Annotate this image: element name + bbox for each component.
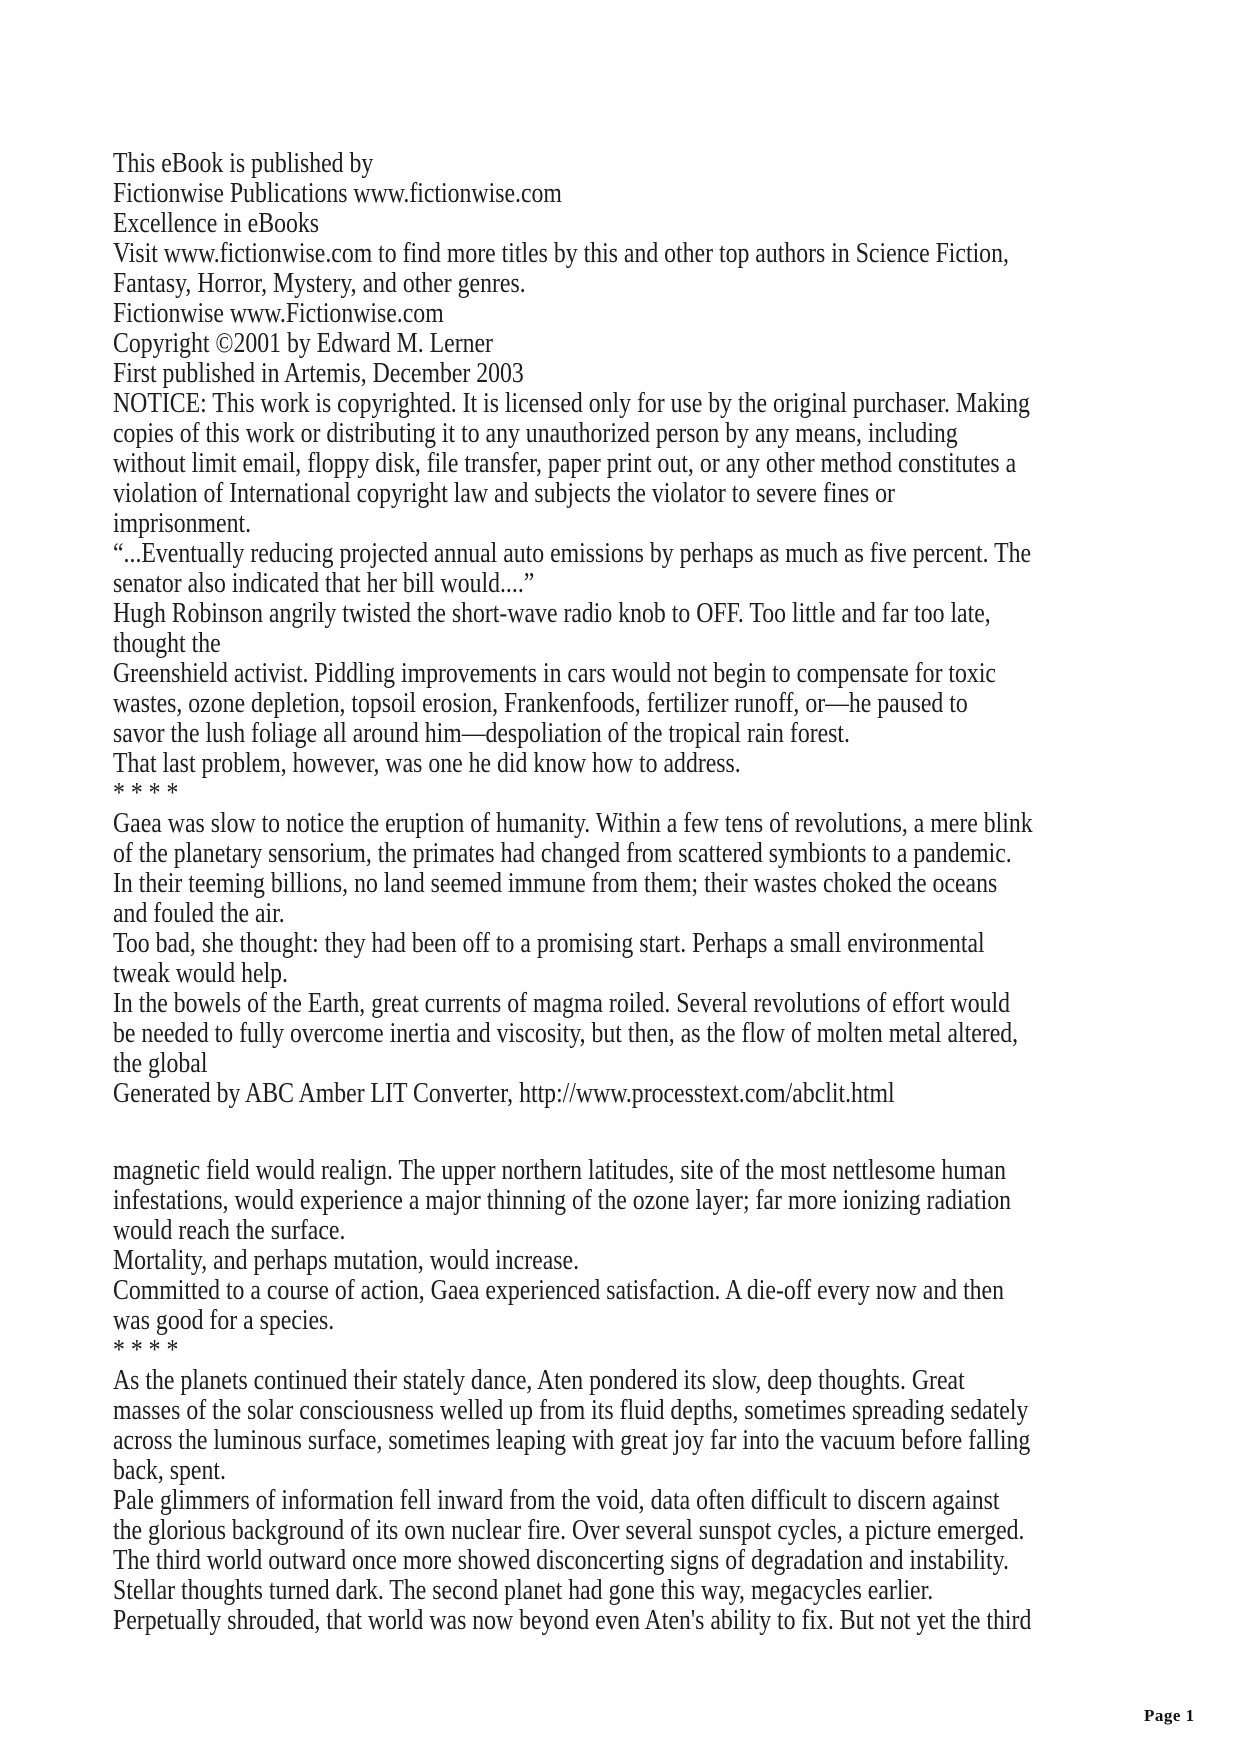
page-break-gap <box>113 1108 1146 1155</box>
text-line: would reach the surface. <box>113 1214 346 1246</box>
text-line: First published in Artemis, December 2003 <box>113 357 524 389</box>
text-line: * * * * <box>113 1334 179 1366</box>
text-line: Hugh Robinson angrily twisted the short-wave radio knob to OFF. Too little and far too late, <box>113 597 991 629</box>
text-line: That last problem, however, was one he did know how to address. <box>113 747 741 779</box>
text-line: senator also indicated that her bill would....” <box>113 567 535 599</box>
page-number: Page 1 <box>1144 1706 1195 1725</box>
text-line: This eBook is published by <box>113 147 374 179</box>
text-line: Greenshield activist. Piddling improvements in cars would not begin to compensate for toxic <box>113 657 996 689</box>
text-line: As the planets continued their stately dance, Aten pondered its slow, deep thoughts. Great <box>113 1364 965 1396</box>
text-line: savor the lush foliage all around him—despoliation of the tropical rain forest. <box>113 717 850 749</box>
text-line: Stellar thoughts turned dark. The second planet had gone this way, megacycles earlier. <box>113 1574 934 1606</box>
text-line: Committed to a course of action, Gaea experienced satisfaction. A die-off every now and then <box>113 1274 1005 1306</box>
text-line: masses of the solar consciousness welled up from its fluid depths, sometimes spreading sedately <box>113 1394 1029 1426</box>
text-line: “...Eventually reducing projected annual auto emissions by perhaps as much as five percent. The <box>113 537 1032 569</box>
text-block-continuation <box>113 1155 1146 1635</box>
text-line: The third world outward once more showed disconcerting signs of degradation and instability. <box>113 1544 1009 1576</box>
text-line: In their teeming billions, no land seemed immune from them; their wastes choked the oceans <box>113 867 998 899</box>
text-line: * * * * <box>113 777 179 809</box>
text-line: Generated by ABC Amber LIT Converter, http://www.processtext.com/abclit.html <box>113 1077 895 1109</box>
text-line: Copyright ©2001 by Edward M. Lerner <box>113 327 493 359</box>
text-line: across the luminous surface, sometimes leaping with great joy far into the vacuum before falling <box>113 1424 1031 1456</box>
text-line: Gaea was slow to notice the eruption of humanity. Within a few tens of revolutions, a mere blink <box>113 807 1033 839</box>
text-line: wastes, ozone depletion, topsoil erosion, Frankenfoods, fertilizer runoff, or—he paused to <box>113 687 968 719</box>
text-line: be needed to fully overcome inertia and viscosity, but then, as the flow of molten metal altered, <box>113 1017 1019 1049</box>
text-line: violation of International copyright law and subjects the violator to severe fines or <box>113 477 895 509</box>
text-line: Visit www.fictionwise.com to find more titles by this and other top authors in Science Fiction, <box>113 237 1009 269</box>
text-line: Fictionwise Publications www.fictionwise.com <box>113 177 562 209</box>
text-line: Fictionwise www.Fictionwise.com <box>113 297 444 329</box>
text-line: infestations, would experience a major thinning of the ozone layer; far more ionizing radiation <box>113 1184 1012 1216</box>
text-line: Pale glimmers of information fell inward from the void, data often difficult to discern against <box>113 1484 1000 1516</box>
text-line: without limit email, floppy disk, file transfer, paper print out, or any other method constitutes a <box>113 447 1017 479</box>
text-line: Fantasy, Horror, Mystery, and other genres. <box>113 267 526 299</box>
text-line: the global <box>113 1047 208 1079</box>
text-line: Perpetually shrouded, that world was now beyond even Aten's ability to fix. But not yet the third <box>113 1604 1032 1636</box>
text-line: was good for a species. <box>113 1304 335 1336</box>
text-block-front-matter <box>113 148 1146 1108</box>
text-line: NOTICE: This work is copyrighted. It is licensed only for use by the original purchaser. Making <box>113 387 1030 419</box>
text-line: magnetic field would realign. The upper northern latitudes, site of the most nettlesome human <box>113 1154 1007 1186</box>
text-line: and fouled the air. <box>113 897 285 929</box>
text-line: back, spent. <box>113 1454 226 1486</box>
text-line: imprisonment. <box>113 507 252 539</box>
text-line: Excellence in eBooks <box>113 207 320 239</box>
text-line: of the planetary sensorium, the primates had changed from scattered symbionts to a pandemic. <box>113 837 1012 869</box>
text-line: copies of this work or distributing it to any unauthorized person by any means, including <box>113 417 958 449</box>
text-line: Too bad, she thought: they had been off to a promising start. Perhaps a small environmental <box>113 927 985 959</box>
text-line: thought the <box>113 627 221 659</box>
text-line: the glorious background of its own nuclear fire. Over several sunspot cycles, a picture emerged. <box>113 1514 1025 1546</box>
page-text-column <box>113 148 1146 1635</box>
text-line: tweak would help. <box>113 957 289 989</box>
text-line: In the bowels of the Earth, great currents of magma roiled. Several revolutions of effort would <box>113 987 1010 1019</box>
text-line: Mortality, and perhaps mutation, would increase. <box>113 1244 580 1276</box>
